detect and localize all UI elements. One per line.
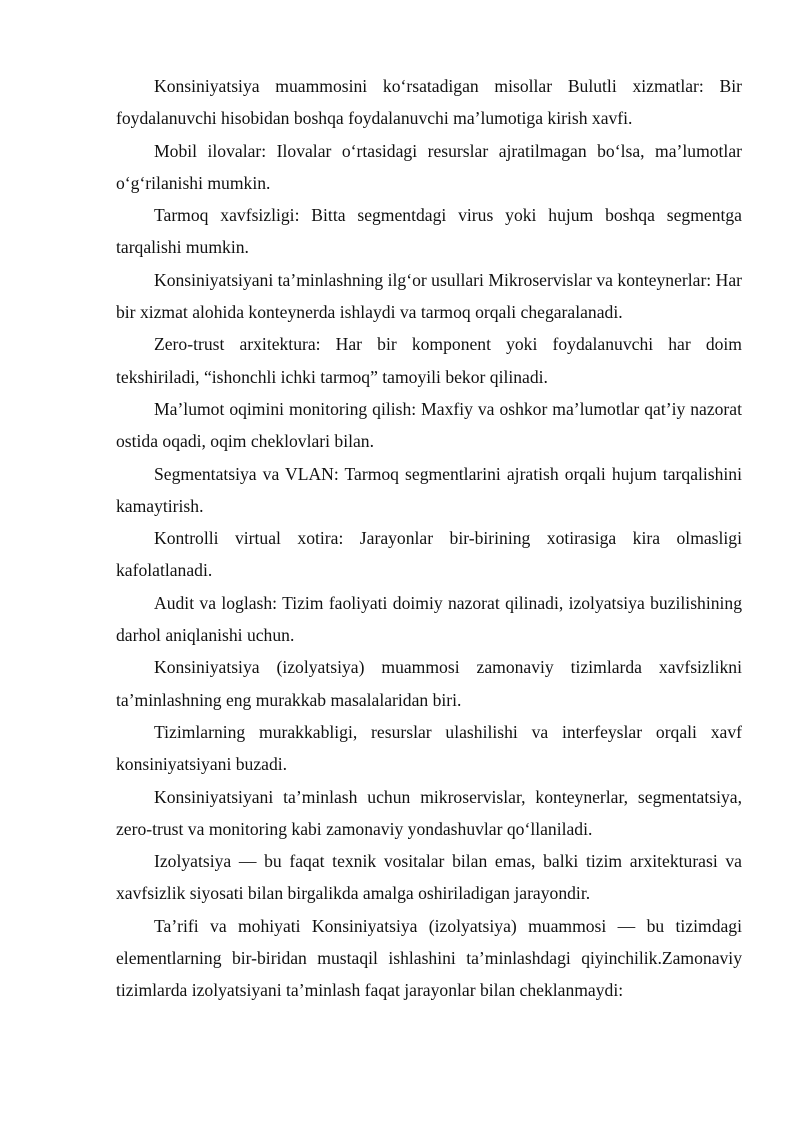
paragraph-virtual-memory: Kontrolli virtual xotira: Jarayonlar bir-birining xotirasiga kira olmasligi kafolatlanadi. [116,528,742,581]
paragraph-isolation-process: Izolyatsiya — bu faqat texnik vositalar bilan emas, balki tizim arxitekturasi va xavfsizlik siyosati bilan birgalikda amalga oshiriladigan jarayondir. [116,851,742,904]
paragraph-isolation-problem: Konsiniyatsiya (izolyatsiya) muammosi zamonaviy tizimlarda xavfsizlikni ta’minlashning eng murakkab masalalaridan biri. [116,657,742,710]
paragraph-network-security: Tarmoq xavfsizligi: Bitta segmentdagi virus yoki hujum boshqa segmentga tarqalishi mumkin. [116,205,742,258]
paragraph-mobile-apps: Mobil ilovalar: Ilovalar o‘rtasidagi resurslar ajratilmagan bo‘lsa, ma’lumotlar o‘g‘rilanishi mumkin. [116,140,742,193]
paragraph-system-complexity: Tizimlarning murakkabligi, resurslar ulashilishi va interfeyslar orqali xavf konsiniyatsiyani buzadi. [116,721,742,775]
paragraph-audit-logging: Audit va loglash: Tizim faoliyati doimiy nazorat qilinadi, izolyatsiya buzilishining darhol aniqlanishi uchun. [116,592,742,646]
paragraph-zero-trust: Zero-trust arxitektura: Har bir komponent yoki foydalanuvchi har doim tekshiriladi, “ishonchli ichki tarmoq” tamoyili bekor qilinadi. [116,334,742,387]
paragraph-segmentation-vlan: Segmentatsiya va VLAN: Tarmoq segmentlarini ajratish orqali hujum tarqalishini kamaytirish. [116,463,742,516]
document-page [116,70,742,1007]
paragraph-cloud-services-example: Konsiniyatsiya muammosini ko‘rsatadigan misollar Bulutli xizmatlar: Bir foydalanuvchi hisobidan boshqa foydalanuvchi ma’lumotiga kirish xavfi. [116,76,742,129]
paragraph-definition: Ta’rifi va mohiyati Konsiniyatsiya (izolyatsiya) muammosi — bu tizimdagi elementlarning bir-biridan mustaqil ishlashini ta’minlashdagi qiyinchilik.Zamonaviy tizimlarda izolyatsiyani ta’minlash faqat jarayonlar bilan cheklanmaydi: [116,915,742,1001]
paragraph-microservices-containers: Konsiniyatsiyani ta’minlashning ilg‘or usullari Mikroservislar va konteynerlar: Har bir xizmat alohida konteynerda ishlaydi va tarmoq orqali chegaralanadi. [116,269,742,323]
paragraph-data-flow-monitoring: Ma’lumot oqimini monitoring qilish: Maxfiy va oshkor ma’lumotlar qat’iy nazorat ostida oqadi, oqim cheklovlari bilan. [116,398,742,452]
paragraph-modern-approaches: Konsiniyatsiyani ta’minlash uchun mikroservislar, konteynerlar, segmentatsiya, zero-trust va monitoring kabi zamonaviy yondashuvlar qo‘llaniladi. [116,786,742,839]
